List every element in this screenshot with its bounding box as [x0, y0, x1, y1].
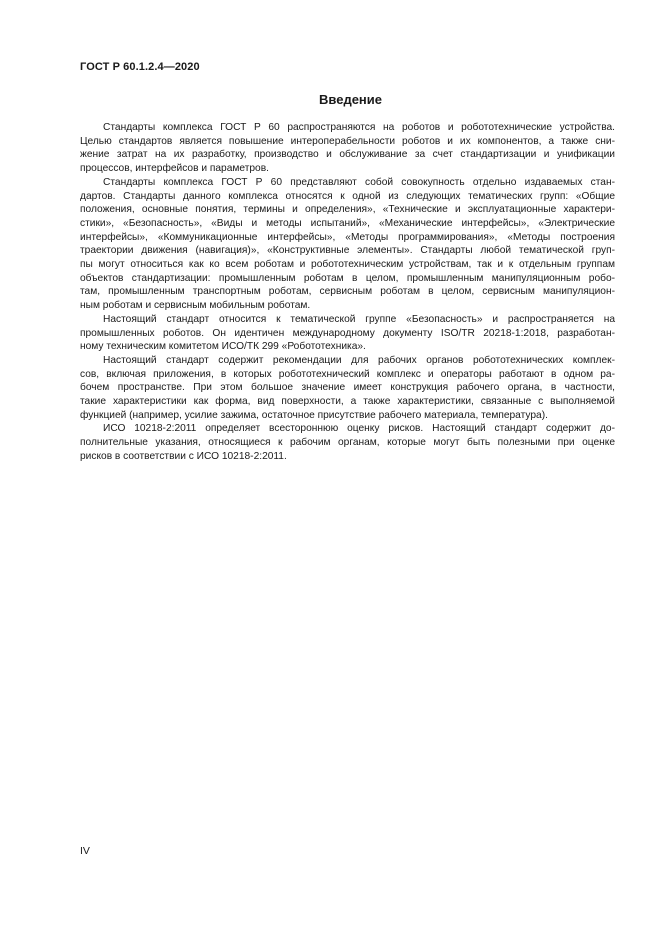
paragraph-line: там, промышленным транспортным роботам, сервисным роботам в целом, сервисным манипуляцион- [80, 286, 615, 298]
paragraph-line: ным роботам и сервисным мобильным роботам. [80, 300, 311, 312]
paragraph-line: Стандарты комплекса ГОСТ Р 60 распространяются на роботов и робототехнические устройства. [103, 122, 615, 133]
paragraph-line: жение затрат на их разработку, производство и обслуживание за счет стандартизации и унификации [80, 149, 615, 161]
paragraph-line: дартов. Стандарты данного комплекса относятся к одной из следующих тематических групп: «Общие [80, 190, 615, 202]
standard-code-header: ГОСТ Р 60.1.2.4—2020 [80, 61, 200, 73]
paragraph-line: функцией (например, усилие зажима, остаточное присутствие рабочего материала, температура). [80, 409, 548, 421]
paragraph-line: траектории движения (навигация)», «Конструктивные элементы». Стандарты любой тематической груп- [80, 245, 615, 257]
paragraph-line: полнительные указания, относящиеся к рабочим органам, которые могут быть полезными при оценке [80, 437, 615, 449]
paragraph-line: Настоящий стандарт содержит рекомендации для рабочих органов робототехнических комплек- [103, 354, 615, 366]
paragraph-line: промышленных роботов. Он идентичен международному документу ISO/TR 20218-1:2018, разработан- [80, 327, 615, 339]
paragraph [80, 313, 615, 354]
paragraph [80, 176, 615, 313]
paragraph-line: стики», «Безопасность», «Виды и методы испытаний», «Механические интерфейсы», «Электрические [80, 217, 615, 229]
paragraph-line: Настоящий стандарт относится к тематической группе «Безопасность» и распространяется на [103, 313, 615, 325]
paragraph-line: объектов стандартизации: промышленным роботам в целом, промышленным манипуляционным робо- [80, 272, 615, 284]
paragraph-line: положения, основные понятия, термины и определения», «Технические и эксплуатационные характери- [80, 204, 615, 216]
page-number: IV [80, 845, 90, 857]
paragraph-line: процессов, интерфейсов и параметров. [80, 163, 269, 175]
paragraph-line: сов, включая приложения, в которых робототехнический комплекс и операторы работают в одном ра- [80, 368, 615, 380]
introduction-body [80, 121, 615, 464]
paragraph-line: Целью стандартов является повышение интероперабельности роботов и их компонентов, а также сни- [80, 135, 615, 147]
paragraph-line: такие характеристики как форма, вид поверхности, а также характеристики, связанные с выполняемой [80, 396, 615, 408]
page-title: Введение [319, 92, 382, 107]
paragraph-line: пы могут относиться как ко всем роботам и робототехническим устройствам, так и к отдельным группам [80, 259, 615, 271]
paragraph-line: ИСО 10218-2:2011 определяет всестороннюю оценку рисков. Настоящий стандарт содержит до- [103, 423, 615, 435]
paragraph-line: рисков в соответствии с ИСО 10218-2:2011. [80, 450, 287, 462]
paragraph [80, 121, 615, 176]
paragraph-line: ному техническим комитетом ИСО/ТК 299 «Робототехника». [80, 341, 366, 353]
paragraph-line: Стандарты комплекса ГОСТ Р 60 представляют собой совокупность отдельно издаваемых стан- [103, 176, 615, 188]
paragraph-line: интерфейсы», «Коммуникационные интерфейсы», «Методы программирования», «Методы построения [80, 231, 615, 243]
paragraph-line: бочем пространстве. При этом большое значение имеет конструкция рабочего органа, в частности, [80, 382, 615, 394]
paragraph [80, 422, 615, 463]
paragraph [80, 354, 615, 423]
